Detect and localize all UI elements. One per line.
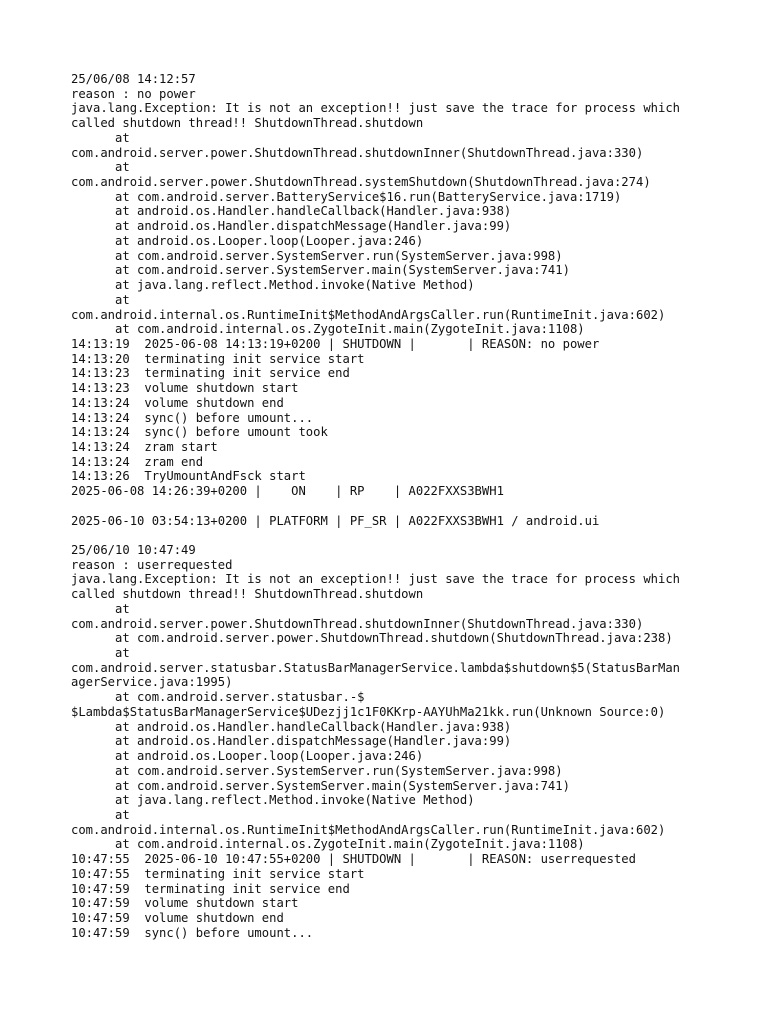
log-line: at com.android.internal.os.ZygoteInit.main(ZygoteInit.java:1108) (71, 322, 585, 337)
log-line: 10:47:59 volume shutdown end (71, 910, 284, 925)
log-line: at com.android.server.SystemServer.run(SystemServer.java:998) (71, 763, 563, 778)
log-line: 14:13:23 terminating init service end (71, 366, 350, 381)
log-line: $Lambda$StatusBarManagerService$UDezjj1c1F0KKrp-AAYUhMa21kk.run(Unknown Source:0) (71, 704, 666, 719)
log-line: at com.android.internal.os.ZygoteInit.main(ZygoteInit.java:1108) (71, 837, 585, 852)
log-line: com.android.server.power.ShutdownThread.shutdownInner(ShutdownThread.java:330) (71, 616, 644, 631)
log-line: 14:13:19 2025-06-08 14:13:19+0200 | SHUTDOWN | | REASON: no power (71, 336, 600, 351)
log-line: called shutdown thread!! ShutdownThread.shutdown (71, 587, 424, 602)
log-line: reason : no power (71, 86, 196, 101)
log-line: 25/06/08 14:12:57 (71, 72, 196, 86)
log-line: 14:13:24 volume shutdown end (71, 395, 284, 410)
log-line: at com.android.server.statusbar.-$ (71, 690, 365, 705)
blank-line (71, 528, 711, 543)
log-line: at com.android.server.SystemServer.main(SystemServer.java:741) (71, 263, 570, 278)
log-line: called shutdown thread!! ShutdownThread.shutdown (71, 116, 424, 131)
log-document (71, 72, 711, 940)
log-line: 10:47:59 volume shutdown start (71, 896, 299, 911)
log-line: 10:47:55 terminating init service start (71, 866, 365, 881)
log-line: com.android.server.power.ShutdownThread.systemShutdown(ShutdownThread.java:274) (71, 175, 651, 190)
log-line: at (71, 292, 130, 307)
log-line: at (71, 160, 130, 175)
log-line: at com.android.server.BatteryService$16.run(BatteryService.java:1719) (71, 189, 622, 204)
log-line: 14:13:24 sync() before umount took (71, 425, 328, 440)
log-line: at android.os.Handler.handleCallback(Handler.java:938) (71, 204, 512, 219)
log-line: at (71, 646, 130, 661)
log-line: 14:13:24 zram end (71, 454, 204, 469)
log-line: at android.os.Handler.handleCallback(Handler.java:938) (71, 719, 512, 734)
log-line: at com.android.server.SystemServer.main(SystemServer.java:741) (71, 778, 570, 793)
log-line: at (71, 807, 130, 822)
log-line: at com.android.server.power.ShutdownThread.shutdown(ShutdownThread.java:238) (71, 631, 673, 646)
log-line: at android.os.Looper.loop(Looper.java:246) (71, 749, 424, 764)
log-line: 14:13:23 volume shutdown start (71, 381, 299, 396)
log-line: java.lang.Exception: It is not an exception!! just save the trace for process which (71, 101, 681, 116)
log-line: 14:13:20 terminating init service start (71, 351, 365, 366)
log-line: reason : userrequested (71, 557, 233, 572)
log-line: 14:13:24 zram start (71, 439, 218, 454)
log-line: at (71, 601, 130, 616)
log-line: at (71, 130, 130, 145)
log-line: 2025-06-08 14:26:39+0200 | ON | RP | A022FXXS3BWH1 (71, 484, 504, 499)
log-line: 25/06/10 10:47:49 (71, 543, 196, 557)
log-line: com.android.internal.os.RuntimeInit$MethodAndArgsCaller.run(RuntimeInit.java:602) (71, 307, 666, 322)
log-line: agerService.java:1995) (71, 675, 233, 690)
log-line: at android.os.Looper.loop(Looper.java:246) (71, 233, 424, 248)
log-line: 2025-06-10 03:54:13+0200 | PLATFORM | PF_SR | A022FXXS3BWH1 / android.ui (71, 513, 600, 528)
log-line: at java.lang.reflect.Method.invoke(Native Method) (71, 278, 475, 293)
blank-line (71, 499, 711, 514)
log-line: com.android.server.statusbar.StatusBarManagerService.lambda$shutdown$5(StatusBarMan (71, 660, 681, 675)
log-line: 10:47:59 sync() before umount... (71, 925, 314, 940)
log-line: com.android.server.power.ShutdownThread.shutdownInner(ShutdownThread.java:330) (71, 145, 644, 160)
log-line: 10:47:55 2025-06-10 10:47:55+0200 | SHUTDOWN | | REASON: userrequested (71, 852, 636, 867)
log-line: at com.android.server.SystemServer.run(SystemServer.java:998) (71, 248, 563, 263)
log-line: at java.lang.reflect.Method.invoke(Native Method) (71, 793, 475, 808)
log-line: 14:13:24 sync() before umount... (71, 410, 314, 425)
log-line: 14:13:26 TryUmountAndFsck start (71, 469, 306, 484)
log-line: at android.os.Handler.dispatchMessage(Handler.java:99) (71, 734, 512, 749)
log-line: 10:47:59 terminating init service end (71, 881, 350, 896)
log-line: java.lang.Exception: It is not an exception!! just save the trace for process which (71, 572, 681, 587)
log-line: com.android.internal.os.RuntimeInit$MethodAndArgsCaller.run(RuntimeInit.java:602) (71, 822, 666, 837)
log-line: at android.os.Handler.dispatchMessage(Handler.java:99) (71, 219, 512, 234)
